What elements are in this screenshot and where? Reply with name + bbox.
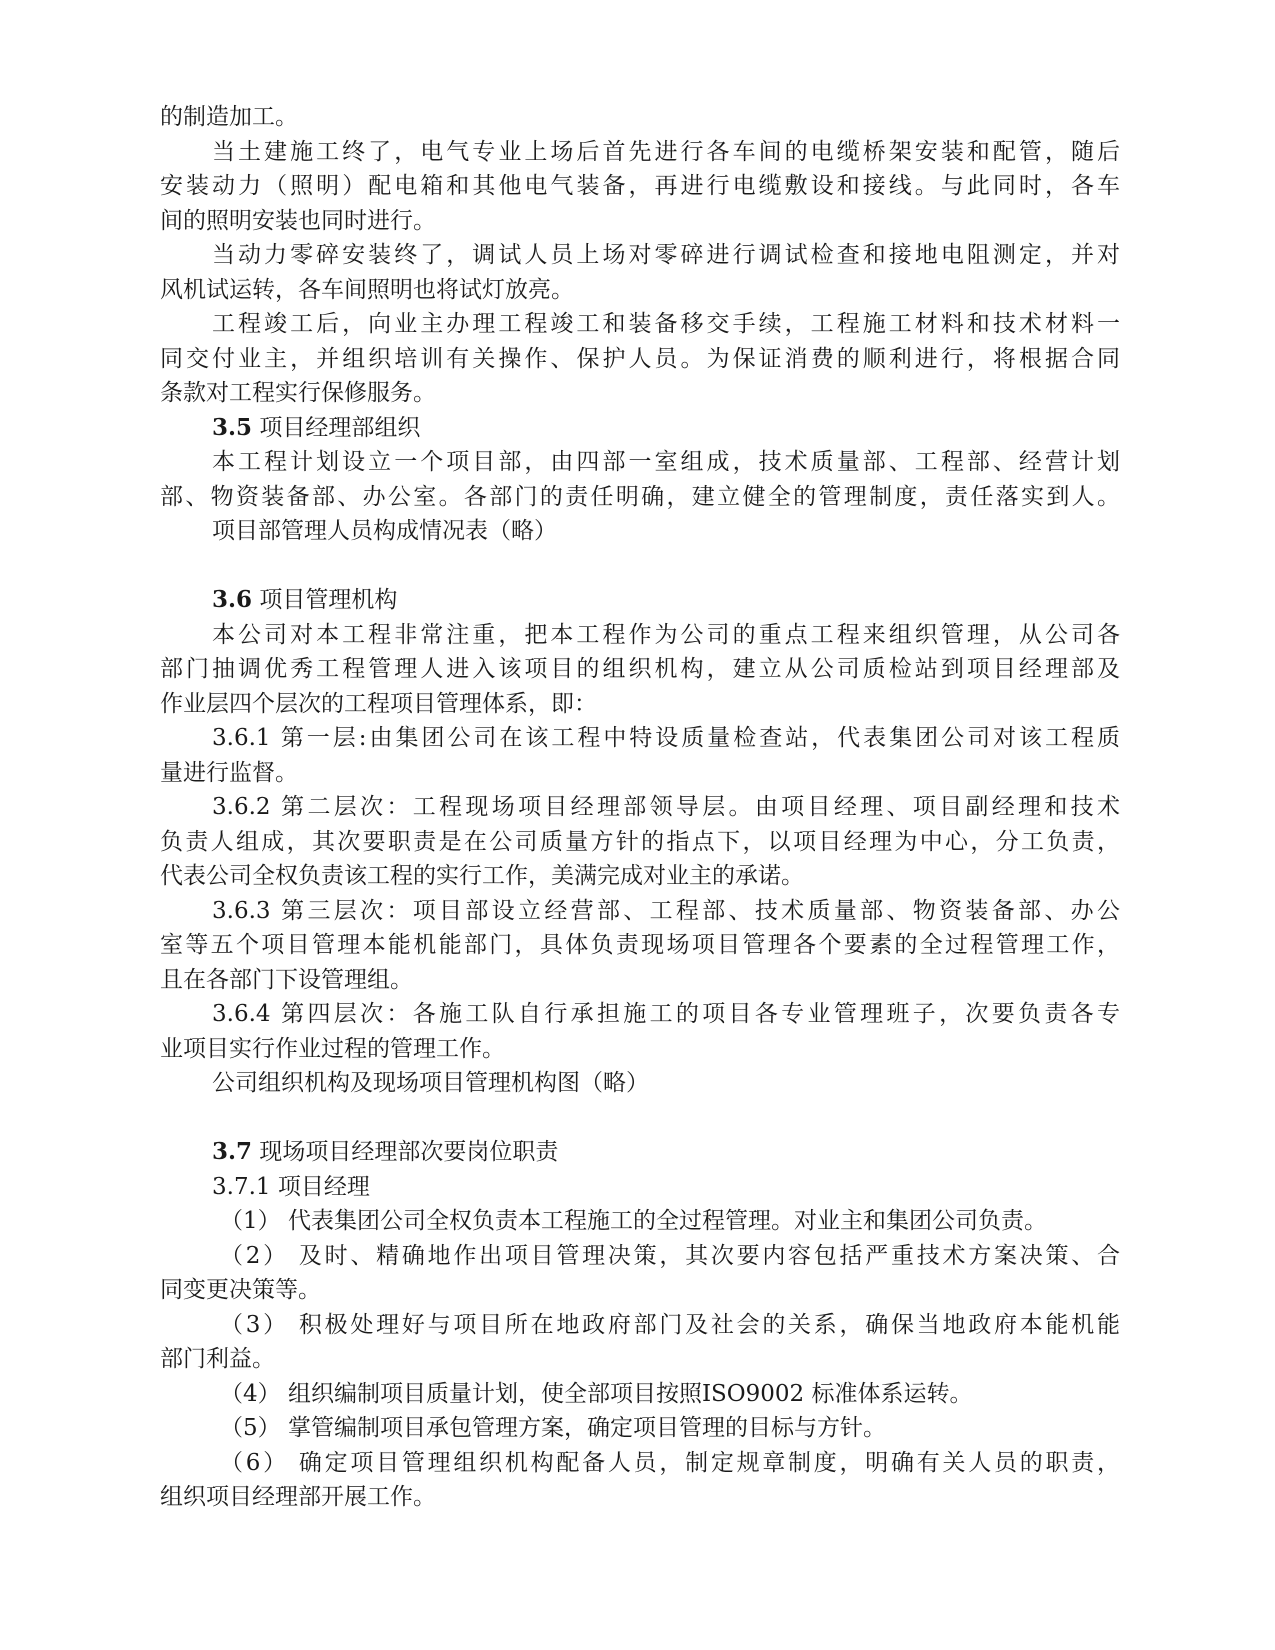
list-item: （2） 及时、精确地作出项目管理决策，其次要内容包括严重技术方案决策、合 [220,1242,1120,1269]
text-line: 项目部管理人员构成情况表（略） [212,518,557,544]
subsection-heading: 3.7.1 项目经理 [212,1173,370,1200]
text-line: 公司组织机构及现场项目管理机构图（略） [212,1070,649,1096]
text-line: 工程竣工后，向业主办理工程竣工和装备移交手续，工程施工材料和技术材料一 [212,311,1120,337]
section-number: 3.6 [212,586,253,613]
text-line: 业项目实行作业过程的管理工作。 [160,1035,505,1062]
section-number: 3.7 [212,1138,253,1165]
text-line: 当土建施工终了，电气专业上场后首先进行各车间的电缆桥架安装和配管，随后 [212,138,1120,165]
text-line: 的制造加工。 [160,104,298,130]
section-heading [160,583,1120,618]
text-line: 间的照明安装也同时进行。 [160,207,436,234]
text-line: 同变更决策等。 [160,1277,321,1303]
text-line: 3.6.3 第三层次：项目部设立经营部、工程部、技术质量部、物资装备部、办公 [212,897,1120,924]
document-page [160,100,1120,1515]
blank-line [160,1101,1120,1136]
blank-line [160,549,1120,584]
list-item: （4） 组织编制项目质量计划，使全部项目按照ISO9002 标准体系运转。 [220,1380,973,1407]
text-line: 负责人组成，其次要职责是在公司质量方针的指点下，以项目经理为中心，分工负责， [160,828,1120,855]
text-line: 量进行监督。 [160,759,298,786]
section-heading [160,411,1120,446]
text-line: 3.6.2 第二层次：工程现场项目经理部领导层。由项目经理、项目副经理和技术 [212,794,1120,820]
text-line: 安装动力（照明）配电箱和其他电气装备，再进行电缆敷设和接线。与此同时，各车 [160,173,1120,199]
text-line: 风机试运转，各车间照明也将试灯放亮。 [160,276,574,303]
text-line: 部门抽调优秀工程管理人进入该项目的组织机构，建立从公司质检站到项目经理部及 [160,656,1120,682]
text-line: 本工程计划设立一个项目部，由四部一室组成，技术质量部、工程部、经营计划 [212,449,1120,475]
section-number: 3.5 [212,413,253,441]
list-item: （3） 积极处理好与项目所在地政府部门及社会的关系，确保当地政府本能机能 [220,1311,1120,1338]
text-line: 室等五个项目管理本能机能部门，具体负责现场项目管理各个要素的全过程管理工作， [160,932,1120,958]
text-line: 组织项目经理部开展工作。 [160,1484,436,1510]
text-line: 条款对工程实行保修服务。 [160,380,436,406]
text-line: 且在各部门下设管理组。 [160,966,413,993]
text-line: 部、物资装备部、办公室。各部门的责任明确，建立健全的管理制度，责任落实到人。 [160,483,1120,510]
text-line: 同交付业主，并组织培训有关操作、保护人员。为保证消费的顺利进行，将根据合同 [160,345,1120,372]
text-line: 部门利益。 [160,1346,275,1372]
section-title: 项目经理部组织 [259,414,421,441]
text-line: 代表公司全权负责该工程的实行工作，美满完成对业主的承诺。 [160,863,804,889]
list-item: （1） 代表集团公司全权负责本工程施工的全过程管理。对业主和集团公司负责。 [220,1208,1047,1234]
section-title: 项目管理机构 [259,587,398,613]
text-line: 当动力零碎安装终了，调试人员上场对零碎进行调试检查和接地电阻测定，并对 [212,242,1120,268]
list-item: （5） 掌管编制项目承包管理方案，确定项目管理的目标与方针。 [220,1415,886,1441]
list-item: （6） 确定项目管理组织机构配备人员，制定规章制度，明确有关人员的职责， [220,1449,1120,1476]
text-line: 3.6.4 第四层次：各施工队自行承担施工的项目各专业管理班子，次要负责各专 [212,1001,1120,1027]
section-title: 现场项目经理部次要岗位职责 [259,1139,559,1165]
text-line: 作业层四个层次的工程项目管理体系，即： [160,690,597,717]
text-line: 本公司对本工程非常注重，把本工程作为公司的重点工程来组织管理，从公司各 [212,621,1120,648]
section-heading [160,1135,1120,1170]
text-line: 3.6.1 第一层:由集团公司在该工程中特设质量检查站，代表集团公司对该工程质 [212,725,1120,751]
